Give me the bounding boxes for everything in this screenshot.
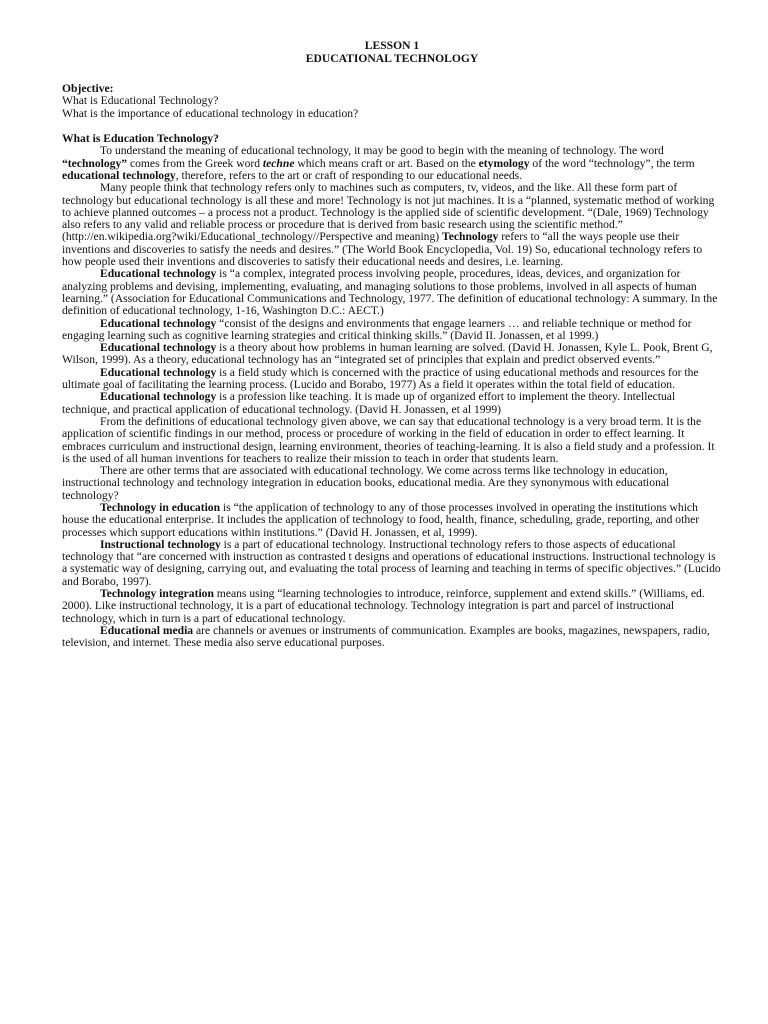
text: To understand the meaning of educational technology, it may be good to begin with the meaning of technology. The word (100, 144, 664, 158)
text: of the word “technology”, the term (529, 156, 695, 170)
paragraph-4 (62, 318, 722, 343)
paragraph-5 (62, 342, 722, 367)
text: which means craft or art. Based on the (294, 156, 479, 170)
term-educational-technology: Educational technology (100, 390, 217, 404)
term-educational-technology: Educational technology (100, 316, 217, 330)
term-educational-technology: Educational technology (100, 365, 217, 379)
objective-question-2: What is the importance of educational technology in education? (62, 106, 359, 120)
term-techne: techne (262, 156, 295, 170)
text: means using “learning technologies to introduce, reinforce, supplement and extend skills.” (Williams, ed. 2000). Like instructional technology, it is a part of educational technology. Technology integration is part and parcel of instructional technology, which in turn is a part of educational technology. (62, 587, 705, 625)
term-technology: “technology” (62, 156, 128, 170)
objective-question-1: What is Educational Technology? (62, 94, 219, 108)
term-etymology: etymology (478, 156, 530, 170)
paragraph-11 (62, 539, 722, 588)
paragraph-12 (62, 588, 722, 625)
term-technology-integration: Technology integration (100, 587, 214, 601)
text: “consist of the designs and environments that engage learners … and reliable technique or method for engaging learning such as cognitive learning strategies and critical thinking skills.” (David II. Jonassen, et al 1999.) (62, 316, 692, 342)
term-educational-technology: educational technology (62, 168, 176, 182)
paragraph-13 (62, 625, 722, 650)
text: comes from the Greek word (127, 156, 263, 170)
lesson-title: EDUCATIONAL TECHNOLOGY (305, 51, 479, 65)
term-educational-technology: Educational technology (100, 341, 217, 355)
text: is a theory about how problems in human learning are solved. (David H. Jonassen, Kyle L. Pook, Brent G, Wilson, 1999). As a theory, educational technology has an “integrated set of principles that explain and predict observed events.” (62, 341, 713, 367)
paragraph-10 (62, 502, 722, 539)
paragraph-2 (62, 182, 722, 268)
term-educational-technology: Educational technology (100, 267, 217, 281)
paragraph-7 (62, 391, 722, 416)
spacer (62, 65, 722, 83)
text: is a profession like teaching. It is made up of organized effort to implement the theory. Intellectual technique, and practical application of educational technology. (David H. Jonassen, et al 1999) (62, 390, 676, 416)
term-instructional-technology: Instructional technology (100, 537, 221, 551)
text: is a part of educational technology. Instructional technology refers to those aspects of educational technology that “are concerned with instruction as contrasted t designs and operations of educational instructions. Instructional technology is a systematic way of designing, carrying out, and evaluating the total process of learning and teaching in terms of specific objectives.” (Lucido and Borabo, 1997). (62, 537, 721, 588)
text: Many people think that technology refers only to machines such as computers, tv, videos, and the like. All these form part of technology but educational technology is all these and more! Technology is not jut machines. It is a “planned, systematic method of working to achieve planned outcomes – a process not a product. Technology is the applied side of scientific development. “(Dale, 1969) Technology also refers to any valid and reliable process or procedure that is derived from basic research using the scientific method.” (http://en.wikipedia.org?wiki/Educational_technology//Perspective and meaning) (62, 181, 715, 244)
paragraph-8: From the definitions of educational technology given above, we can say that educational technology is a very broad term. It is the application of scientific findings in our method, process or procedure of working in the field of education in order to effect learning. It embraces curriculum and instructional design, learning environment, theories of teaching-learning. It is also a field study and a profession. It is the used of all human inventions for teachers to realize their mission to teach in order that students learn. (62, 414, 715, 465)
text: is a field study which is concerned with the practice of using educational methods and resources for the ultimate goal of facilitating the learning process. (Lucido and Borabo, 1977) As a field it operates within the total field of education. (62, 365, 699, 392)
term-technology-in-education: Technology in education (100, 500, 221, 514)
section-heading: What is Education Technology? (62, 132, 219, 146)
text: is “the application of technology to any of those processes involved in operating the institutions which house the educational enterprise. It includes the application of technology to food, health, finance, scheduling, grade, reporting, and other processes which support educations within institutions.” (David H. Jonassen, et al, 1999). (62, 500, 700, 539)
objective-label: Objective: (62, 82, 114, 96)
text: are channels or avenues or instruments of communication. Examples are books, magazines, newspapers, radio, television, and internet. These media also serve educational purposes. (62, 623, 710, 650)
document-page (62, 40, 722, 650)
text: is “a complex, integrated process involving people, procedures, ideas, devices, and organization for analyzing problems and devising, implementing, evaluating, and managing solutions to those problems, involved in all aspects of human learning.” (Association for Educational Communications and Technology, 1977. The definition of educational technology: A summary. In the definition of educational technology, 1-16, Washington D.C.: AECT.) (62, 267, 718, 318)
paragraph-1 (62, 145, 722, 182)
paragraph-3 (62, 268, 722, 317)
lesson-number: LESSON 1 (364, 39, 420, 52)
term-educational-media: Educational media (100, 623, 194, 637)
paragraph-9: There are other terms that are associated with educational technology. We come across terms like technology in education, instructional technology and technology integration in education books, educational media. Are they synonymous with educational technology? (62, 464, 670, 502)
term-technology: Technology (442, 230, 499, 244)
text: refers to “all the ways people use their inventions and discoveries to satisfy the needs and desires.” (The World Book Encyclopedia, Vol. 19) So, educational technology refers to how people used their inventions and discoveries to satisfy their educational needs and desires, i.e. learning. (62, 230, 703, 269)
paragraph-6 (62, 367, 722, 392)
text: , therefore, refers to the art or craft of responding to our educational needs. (175, 168, 523, 182)
